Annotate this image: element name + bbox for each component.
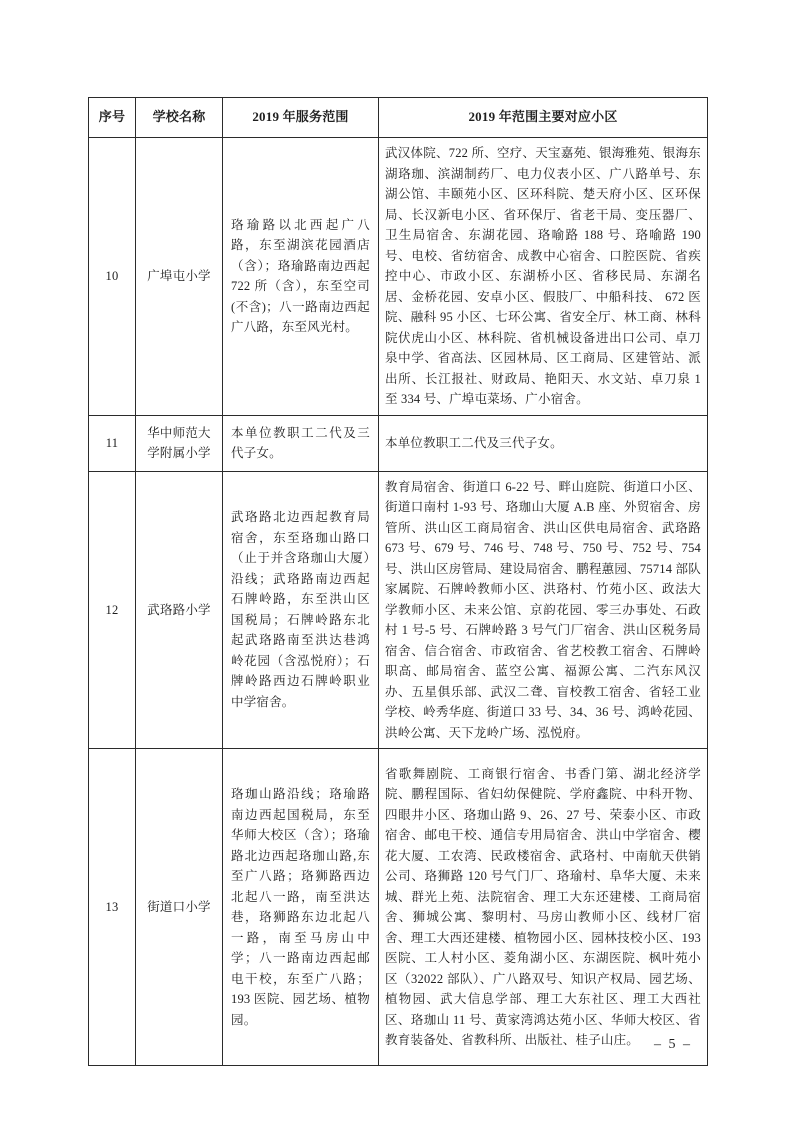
table-row [89, 749, 708, 1066]
header-service-scope: 2019 年服务范围 [223, 98, 379, 138]
areas-cell: 武汉体院、722 所、空疗、天宝嘉苑、银海雅苑、银海东湖珞珈、滨湖制药厂、电力仪表小区、广八路单号、东湖公馆、丰颐苑小区、区环科院、楚天府小区、区环保局、长汉新电小区、省环保厅、省老干局、变压器厂、卫生局宿舍、东湖花园、珞喻路 188 号、珞喻路 190 号、电校、省纺宿舍、成教中心宿舍、口腔医院、省疾控中心、市政小区、东湖桥小区、省移民局、东湖名居、金桥花园、安卓小区、假肢厂、中船科技、 672 医院、融科 95 小区、七环公寓、省安全厅、林工商、林科院伏虎山小区、林科院、省机械设备进出口公司、卓刀泉中学、省高法、区园林局、区工商局、区建管站、派出所、长江报社、财政局、艳阳天、水文站、卓刀泉 1 至 334 号、广埠屯菜场、广小宿舍。 [379, 138, 708, 416]
service-scope-cell: 珞瑜路以北西起广八路，东至湖滨花园酒店（含）；珞瑜路南边西起 722 所（含），东至空司(不含)；八一路南边西起广八路，东至风光村。 [223, 138, 379, 416]
areas-cell: 省歌舞剧院、工商银行宿舍、书香门第、湖北经济学院、鹏程国际、省妇幼保健院、学府鑫院、中科开物、四眼井小区、珞珈山路 9、26、27 号、荣泰小区、市政宿舍、邮电干校、通信专用局宿舍、洪山中学宿舍、樱花大厦、工农湾、民政楼宿舍、武珞村、中南航天供销公司、珞狮路 120 号气门厂、珞瑜村、阜华大厦、未来城、群光上苑、法院宿舍、理工大东还建楼、工商局宿舍、狮城公寓、黎明村、马房山教师小区、线材厂宿舍、理工大西还建楼、植物园小区、园林技校小区、193 医院、工人村小区、菱角湖小区、东湖医院、枫叶苑小区（32022 部队）、广八路双号、知识产权局、园艺场、植物园、武大信息学部、理工大东社区、理工大西社区、珞珈山 11 号、黄家湾鸿达苑小区、华师大校区、省教育装备处、省教科所、出版社、桂子山庄。 [379, 749, 708, 1066]
service-scope-cell: 本单位教职工二代及三代子女。 [223, 415, 379, 471]
table-row [89, 415, 708, 471]
header-corresponding-areas: 2019 年范围主要对应小区 [379, 98, 708, 138]
table-row [89, 471, 708, 749]
school-service-table [88, 97, 708, 1066]
table-header [89, 98, 708, 138]
school-name-cell: 华中师范大学附属小学 [136, 415, 223, 471]
row-no-cell: 10 [89, 138, 136, 416]
row-no-cell: 12 [89, 471, 136, 749]
areas-cell: 本单位教职工二代及三代子女。 [379, 415, 708, 471]
school-name-cell: 广埠屯小学 [136, 138, 223, 416]
service-scope-cell: 珞珈山路沿线；珞瑜路南边西起国税局，东至华师大校区（含）；珞瑜路北边西起珞珈山路,东至广八路；珞狮路西边北起八一路，南至洪达巷，珞狮路东边北起八一路，南至马房山中学；八一路南边西起邮电干校，东至广八路；193 医院、园艺场、植物园。 [223, 749, 379, 1066]
row-no-cell: 13 [89, 749, 136, 1066]
row-no-cell: 11 [89, 415, 136, 471]
header-school-name: 学校名称 [136, 98, 223, 138]
page-number: – 5 – [654, 1037, 692, 1052]
service-scope-cell: 武珞路北边西起教育局宿舍，东至珞珈山路口（止于并含珞珈山大厦）沿线；武珞路南边西起石牌岭路，东至洪山区国税局；石牌岭路东北起武珞路南至洪达巷鸿岭花园（含泓悦府）；石牌岭路西边石牌岭职业中学宿舍。 [223, 471, 379, 749]
school-name-cell: 武珞路小学 [136, 471, 223, 749]
header-no: 序号 [89, 98, 136, 138]
school-name-cell: 街道口小学 [136, 749, 223, 1066]
table-row [89, 138, 708, 416]
areas-cell: 教育局宿舍、街道口 6-22 号、畔山庭院、街道口小区、街道口南村 1-93 号、珞珈山大厦 A.B 座、外贸宿舍、房管所、洪山区工商局宿舍、洪山区供电局宿舍、武珞路 673 号、679 号、746 号、748 号、750 号、752 号、754 号、洪山区房管局、建设局宿舍、鹏程蕙园、75714 部队家属院、石牌岭教师小区、洪珞村、竹苑小区、政法大学教师小区、未来公馆、京韵花园、零三办事处、石政村 1 号-5 号、石牌岭路 3 号气门厂宿舍、洪山区税务局宿舍、信合宿舍、市政宿舍、省艺校教工宿舍、石牌岭职高、邮局宿舍、蓝空公寓、福源公寓、二汽东风汉办、五星俱乐部、武汉二聋、盲校教工宿舍、省轻工业学校、岭秀华庭、街道口 33 号、34、36 号、鸿岭花园、洪岭公寓、天下龙岭广场、泓悦府。 [379, 471, 708, 749]
